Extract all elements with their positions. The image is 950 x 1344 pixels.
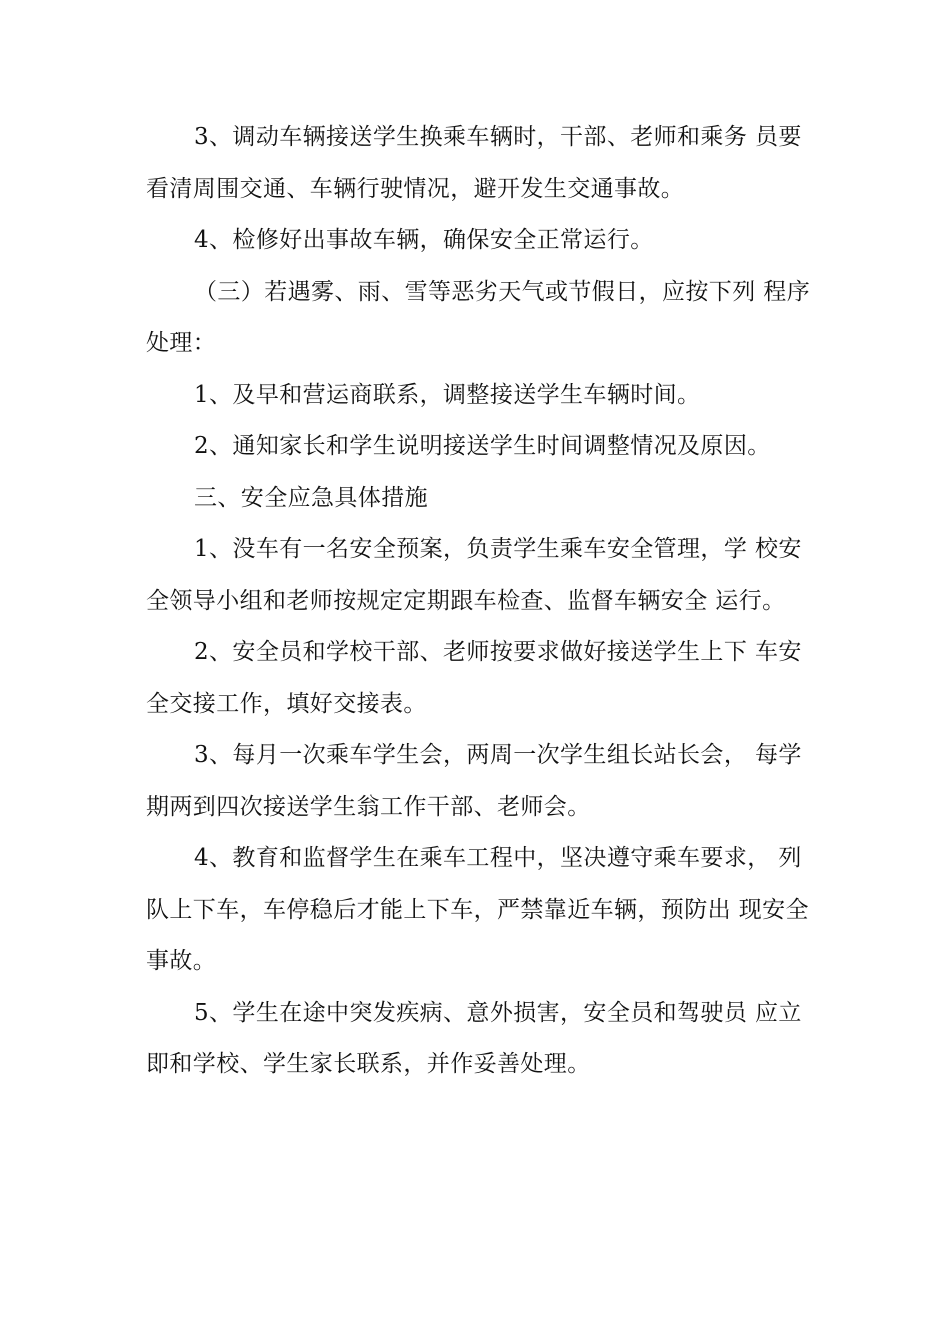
paragraph-notify-parents: 2、通知家长和学生说明接送学生时间调整情况及原因。 [194,433,771,459]
paragraph-vehicle-repair: 4、检修好出事故车辆，确保安全正常运行。 [194,227,654,253]
paragraph-bad-weather-heading: （三）若遇雾、雨、雪等恶劣天气或节假日，应按下列 程序处理： [146,278,811,356]
paragraph-measure-3: 3、每月一次乘车学生会，两周一次学生组长站长会， 每学期两到四次接送学生翁工作干部、老师会。 [146,742,802,820]
paragraph-measure-2: 2、安全员和学校干部、老师按要求做好接送学生上下 车安全交接工作，填好交接表。 [146,639,802,717]
section-heading-emergency-measures: 三、安全应急具体措施 [194,484,428,511]
document-page [146,112,822,1091]
paragraph-contact-operator: 1、及早和营运商联系，调整接送学生车辆时间。 [194,381,701,408]
paragraph-measure-1: 1、没车有一名安全预案，负责学生乘车安全管理，学 校安全领导小组和老师按规定定期跟车检查、监督车辆安全 运行。 [146,536,802,614]
paragraph-transfer-safety: 3、调动车辆接送学生换乘车辆时，干部、老师和乘务 员要看清周围交通、车辆行驶情况，避开发生交通事故。 [146,124,802,202]
paragraph-measure-5: 5、学生在途中突发疾病、意外损害，安全员和驾驶员 应立即和学校、学生家长联系，并作妥善处理。 [146,999,802,1077]
paragraph-measure-4: 4、教育和监督学生在乘车工程中，坚决遵守乘车要求， 列队上下车，车停稳后才能上下车，严禁靠近车辆，预防出 现安全事故。 [146,845,809,974]
